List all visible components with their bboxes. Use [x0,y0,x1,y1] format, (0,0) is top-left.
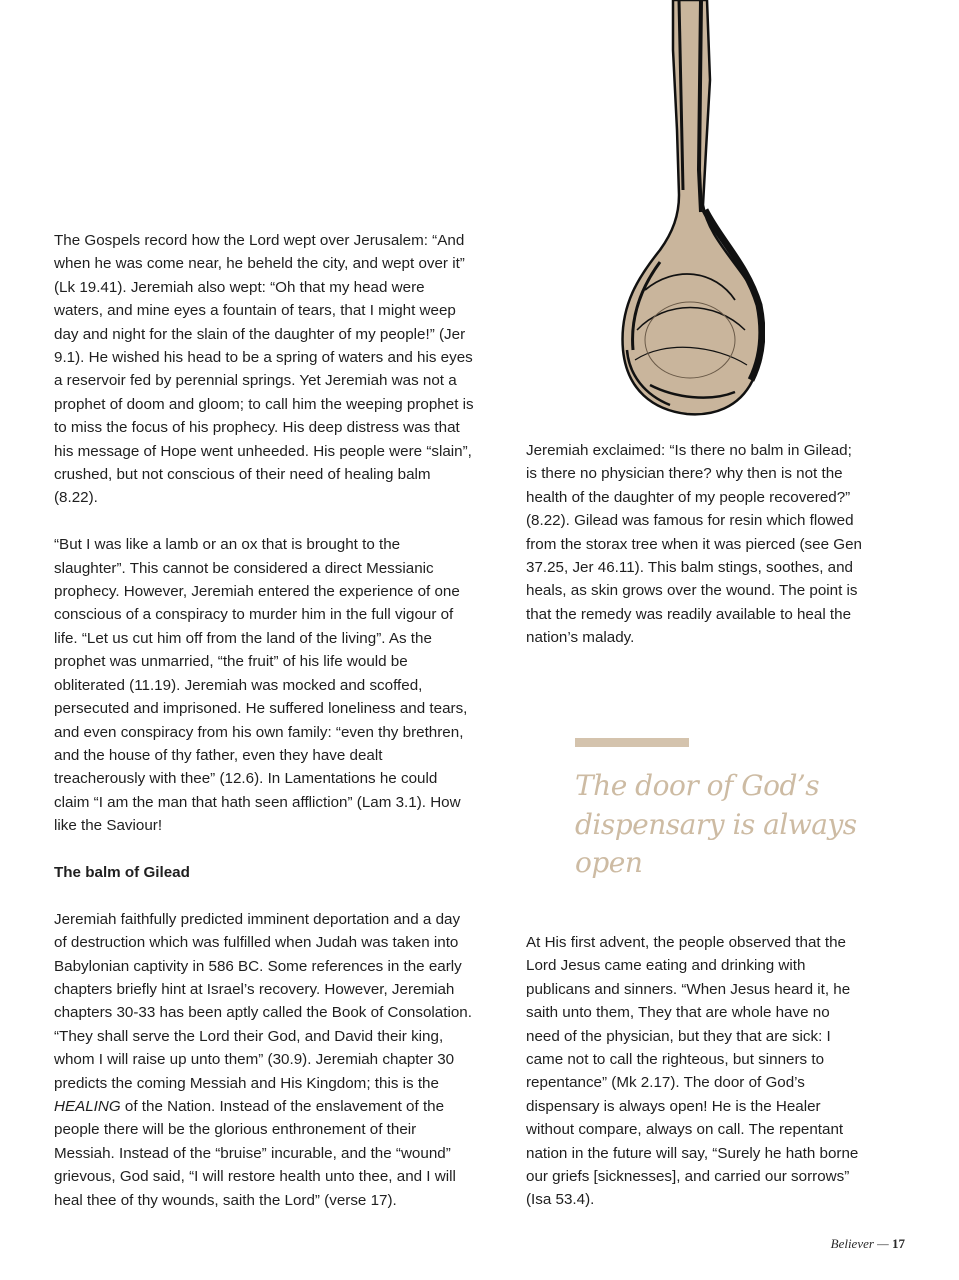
emphasis-text: HEALING [54,1097,121,1115]
right-column-bottom [526,931,866,1235]
right-column-top [526,439,866,673]
text-run: Jeremiah faithfully predicted imminent deportation and a day of destruction which was fulfilled when Judah was taken into Babylonian captivity in 586 BC. Some references in the early chapters briefly hint at Israel’s recovery. However, Jeremiah chapters 30-33 has been aptly called the Book of Consolation. “They shall serve the Lord their God, and David their king, whom I will raise up unto them” (30.9). Jeremiah chapter 30 predicts the coming Messiah and His Kingdom; this is the [54,910,472,1092]
magazine-name: Believer — [830,1236,889,1251]
body-paragraph: “But I was like a lamb or an ox that is brought to the slaughter”. This cannot be considered a direct Messianic prophecy. However, Jeremiah entered the experience of one conscious of a conspiracy to murder him in the full vigour of life. “Let us cut him off from the land of the living”. As the prophet was unmarried, “the fruit” of his life would be obliterated (11.19). Jeremiah was mocked and scoffed, persecuted and imprisoned. He suffered loneliness and tears, and even conspiracy from his own family: “even thy brethren, and the house of thy father, even they have dealt treacherously with thee” (12.6). In Lamentations he could claim “I am the man that hath seen affliction” (Lam 3.1). How like the Saviour! [54,536,468,835]
body-paragraph: At His first advent, the people observed that the Lord Jesus came eating and drinking with publicans and sinners. “When Jesus heard it, he saith unto them, They that are whole have no need of the physician, but they that are sick: I came not to call the righteous, but sinners to repentance” (Mk 2.17). The door of God’s dispensary is always open! He is the Healer without compare, always on call. The repentant nation in the future will say, “Surely he hath borne our griefs [sicknesses], and carried our sorrows” (Isa 53.4). [526,934,859,1209]
page-number: 17 [892,1236,905,1251]
text-run: of the Nation. Instead of the enslavement of the people there will be the glorious enthronement of their Messiah. Instead of the “bruise” incurable, and the “wound” grievous, God said, “I will restore health unto thee, and I will heal thee of thy wounds, saith the Lord” (verse 17). [54,1097,456,1209]
section-heading: The balm of Gilead [54,863,190,881]
body-paragraph: The Gospels record how the Lord wept over Jerusalem: “And when he was come near, he beheld the city, and wept over it” (Lk 19.41). Jeremiah also wept: “Oh that my head were waters, and mine eyes a fountain of tears, that I might weep day and night for the slain of the daughter of my people!” (Jer 9.1). He wished his head to be a spring of waters and his eyes a reservoir fed by perennial springs. Yet Jeremiah was not a prophet of doom and gloom; to call him the weeping prophet is to miss the focus of his prophecy. His deep distress was that his message of Hope went unheeded. His people were “slain”, crushed, but not conscious of their need of healing balm (8.22). [54,232,474,507]
body-paragraph: Jeremiah exclaimed: “Is there no balm in Gilead; is there no physician there? why then is not the health of the daughter of my people recovered?” (8.22). Gilead was famous for resin which flowed from the storax tree when it was pierced (see Gen 37.25, Jer 46.11). This balm stings, soothes, and heals, as skin grows over the wound. The point is that the remedy was readily available to heal the nation’s malady. [526,442,862,647]
pull-quote: The door of God’s dispensary is always open [575,769,857,879]
pull-quote-rule [575,738,689,747]
body-paragraph [54,908,476,1212]
left-column [54,229,476,1235]
page-footer [831,1236,905,1252]
wooden-spoon-illustration [615,0,765,418]
